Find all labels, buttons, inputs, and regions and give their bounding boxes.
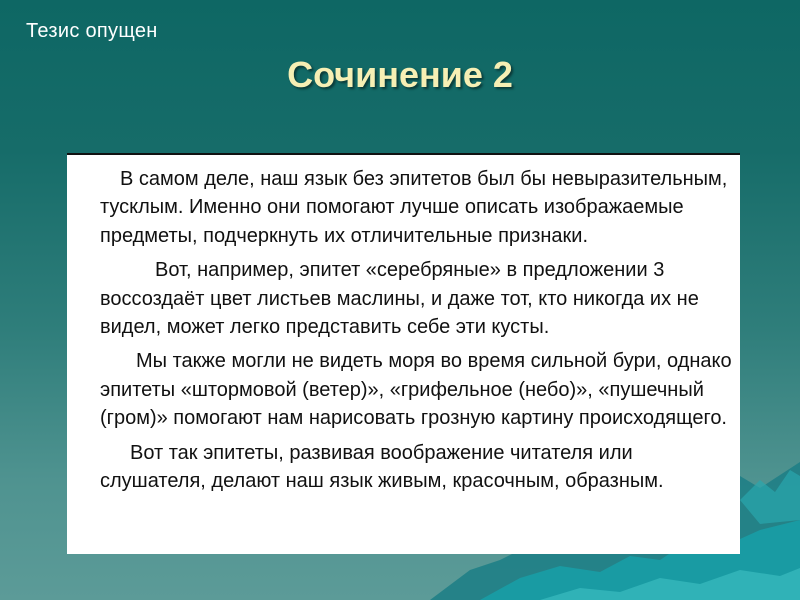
essay-paragraph-3: Мы также могли не видеть моря во время сильной бури, однако эпитеты «штормовой (ветер)», «грифельное (небо)», «пушечный (гром)» помогают нам нарисовать грозную картину происходящего. (100, 350, 732, 430)
thesis-omitted-label: Тезис опущен (26, 20, 158, 42)
essay-text-box (67, 153, 740, 554)
essay-paragraph-2: Вот, например, эпитет «серебряные» в предложении 3 воссоздаёт цвет листьев маслины, и даже тот, кто никогда их не видел, может легко представить себе эти кусты. (100, 259, 699, 339)
slide-title: Сочинение 2 (287, 54, 513, 95)
essay-paragraph-4: Вот так эпитеты, развивая воображение читателя или слушателя, делают наш язык живым, красочным, образным. (100, 441, 664, 493)
essay-paragraph-1: В самом деле, наш язык без эпитетов был бы невыразительным, тусклым. Именно они помогают лучше описать изображаемые предметы, подчеркнуть их отличительные признаки. (100, 168, 728, 247)
